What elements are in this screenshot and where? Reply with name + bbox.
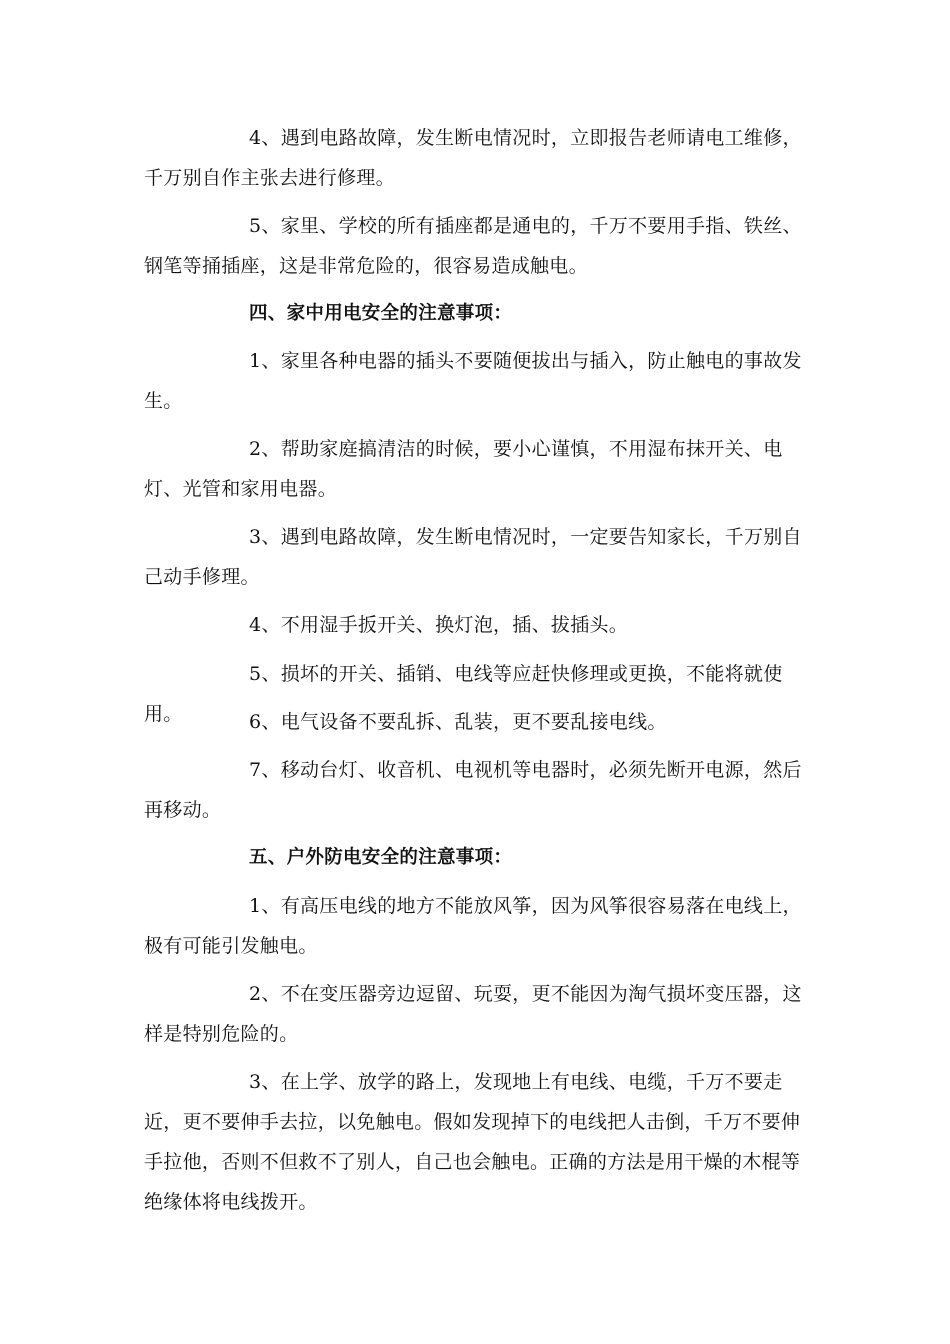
paragraph-home-5: 5、损坏的开关、插销、电线等应赶快修理或更换，不能将就使用。 xyxy=(144,663,783,725)
paragraph-home-6: 6、电气设备不要乱拆、乱装，更不要乱接电线。 xyxy=(249,711,667,733)
paragraph-school-5: 5、家里、学校的所有插座都是通电的，千万不要用手指、铁丝、钢笔等捅插座，这是非常危险的，很容易造成触电。 xyxy=(144,215,802,277)
section-heading-outdoor: 五、户外防电安全的注意事项： xyxy=(249,847,513,868)
paragraph-outdoor-2: 2、不在变压器旁边逗留、玩耍，更不能因为淘气损坏变压器，这样是特别危险的。 xyxy=(144,983,802,1045)
paragraph-home-4: 4、不用湿手扳开关、换灯泡，插、拔插头。 xyxy=(249,614,629,636)
paragraph-outdoor-3: 3、在上学、放学的路上，发现地上有电线、电缆，千万不要走近，更不要伸手去拉，以免触电。假如发现掉下的电线把人击倒，千万不要伸手拉他，否则不但救不了别人，自己也会触电。正确的方法是用干燥的木棍等绝缘体将电线拨开。 xyxy=(144,1071,801,1213)
paragraph-home-3: 3、遇到电路故障，发生断电情况时，一定要告知家长，千万别自己动手修理。 xyxy=(144,526,802,588)
paragraph-home-1: 1、家里各种电器的插头不要随便拔出与插入，防止触电的事故发生。 xyxy=(144,350,802,412)
paragraph-school-4: 4、遇到电路故障，发生断电情况时，立即报告老师请电工维修，千万别自作主张去进行修理。 xyxy=(144,127,802,189)
paragraph-home-7: 7、移动台灯、收音机、电视机等电器时，必须先断开电源，然后再移动。 xyxy=(144,759,802,821)
paragraph-outdoor-1: 1、有高压电线的地方不能放风筝，因为风筝很容易落在电线上，极有可能引发触电。 xyxy=(144,895,802,957)
paragraph-home-2: 2、帮助家庭搞清洁的时候，要小心谨慎，不用湿布抹开关、电灯、光管和家用电器。 xyxy=(144,438,783,500)
section-heading-home: 四、家中用电安全的注意事项： xyxy=(249,303,513,324)
